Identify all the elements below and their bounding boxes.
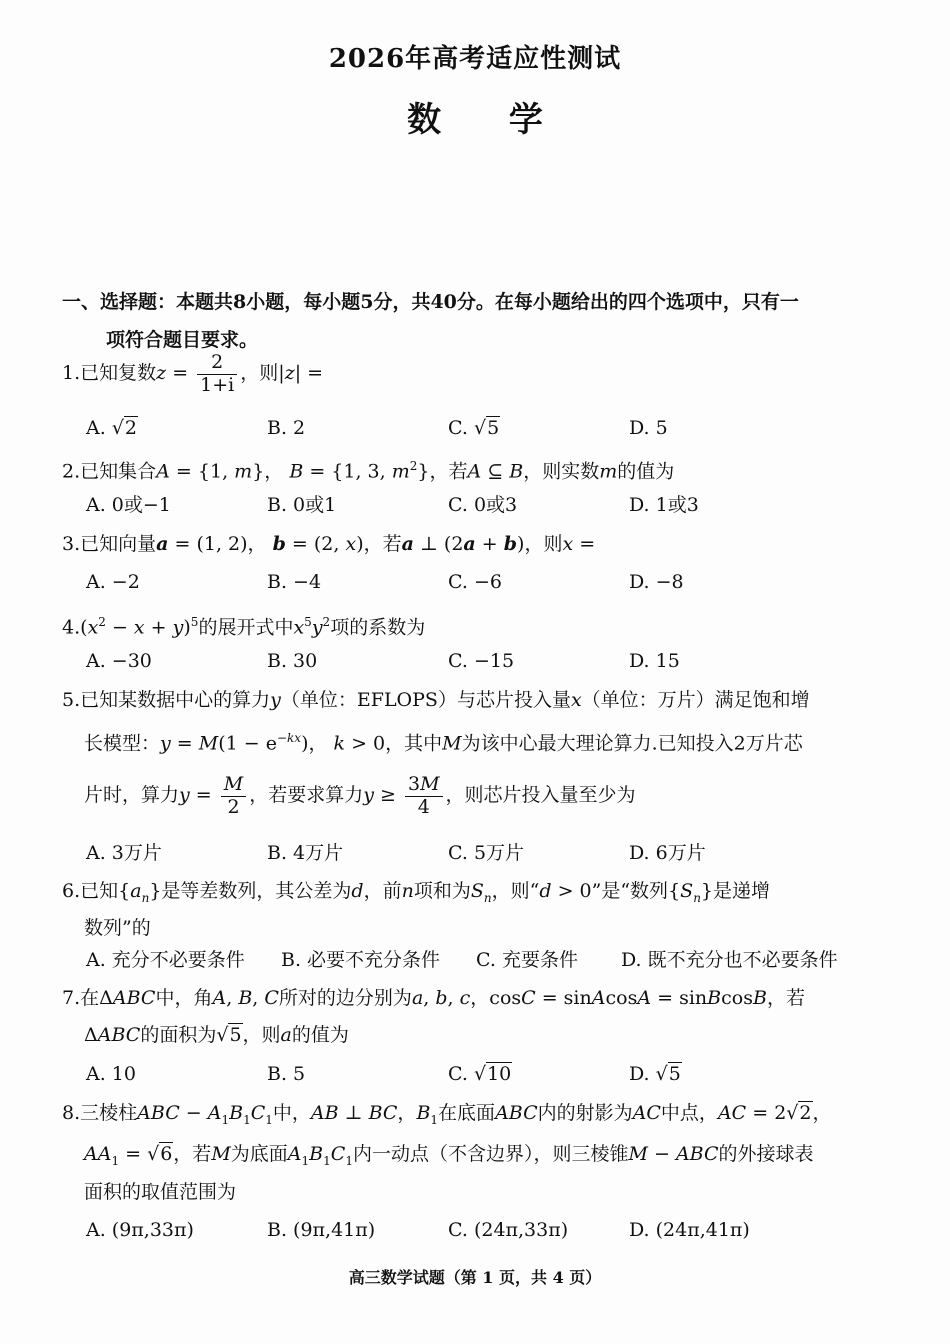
subject-title: 数 学: [407, 100, 571, 140]
option-d: D. (24π,41π): [629, 1219, 750, 1241]
option-d: D. 5: [629, 417, 668, 439]
options-5: [86, 835, 876, 871]
question-8-line3: 面积的取值范围为: [84, 1181, 237, 1203]
option-b: B. 0或1: [267, 494, 337, 516]
option-c: C. 0或3: [448, 494, 518, 516]
options-1: [86, 410, 876, 446]
option-c: C. 5万片: [448, 842, 525, 864]
section-heading-line2: 项符合题目要求。: [106, 329, 259, 351]
option-c: C. −15: [448, 650, 515, 672]
option-d: D. 6万片: [629, 842, 706, 864]
fraction: $\frac{2}{1+i}$: [197, 352, 237, 397]
option-b: B. 30: [267, 650, 318, 672]
options-2: [86, 487, 876, 523]
option-b: B. 必要不充分条件: [281, 949, 441, 971]
question-8-line2: $AA_1 = √6$，若M为底面$A_1B_1C_1$内一动点（不含边界），则三棱锥M − ABC的外接球表: [84, 1143, 814, 1168]
question-6-line2: 数列”的: [84, 917, 151, 939]
option-a: A. 充分不必要条件: [86, 949, 245, 971]
options-8: [86, 1212, 876, 1248]
option-a: A. 10: [86, 1063, 136, 1085]
question-7-line2: ΔABC的面积为√5，则a的值为: [84, 1024, 349, 1046]
question-2: 2.已知集合A = {1, m}， B = {1, 3, $m^2$}，若A ⊆ B，则实数m的值为: [62, 459, 675, 483]
question-5-line3: 片时，算力y = $\frac{M}{2}$ ，若要求算力y ≥ $\frac{3M}{4}$ ，则芯片投入量至少为: [84, 772, 636, 818]
section-heading-line1: 一、选择题：本题共8小题，每小题5分，共40分。在每小题给出的四个选项中，只有一: [62, 291, 799, 313]
option-c: C. (24π,33π): [448, 1219, 569, 1241]
question-5-line1: 5.已知某数据中心的算力y（单位：EFLOPS）与芯片投入量x（单位：万片）满足饱和增: [62, 689, 810, 711]
option-b: B. −4: [267, 571, 322, 593]
option-d: D. 既不充分也不必要条件: [621, 949, 838, 971]
question-8-line1: 8.三棱柱ABC − $A_1B_1C_1$中，AB ⊥ BC，$B_1$在底面ABC内的射影为AC中点，AC = 2√2，: [62, 1102, 832, 1127]
option-a: A. (9π,33π): [86, 1219, 194, 1241]
option-a: A. 0或−1: [86, 494, 171, 516]
option-b: B. 5: [267, 1063, 306, 1085]
option-c: C. √10: [448, 1063, 512, 1085]
option-a: A. −2: [86, 571, 140, 593]
option-a: A. √2: [86, 417, 138, 439]
fraction: $\frac{M}{2}$: [221, 774, 246, 819]
option-d: D. 1或3: [629, 494, 699, 516]
option-b: B. 2: [267, 417, 306, 439]
option-c: C. √5: [448, 417, 500, 439]
page-footer: 高三数学试题（第 1 页，共 4 页）: [348, 1268, 602, 1287]
question-7-line1: 7.在ΔABC中，角A, B, C所对的边分别为a, b, c，cosC = sinAcosA = sinBcosB，若: [62, 987, 805, 1009]
options-3: [86, 564, 876, 600]
question-1: 1.已知复数z = $\frac{2}{1+i}$ ，则|z| =: [62, 350, 324, 396]
options-6: [86, 942, 876, 978]
option-b: B. (9π,41π): [267, 1219, 376, 1241]
question-4: $4.(x^2 - x + y)^5$的展开式中$x^5y^2$项的系数为: [62, 615, 426, 639]
option-c: C. −6: [448, 571, 502, 593]
option-d: D. 15: [629, 650, 680, 672]
option-d: D. −8: [629, 571, 684, 593]
section-heading: [62, 283, 874, 359]
option-d: D. √5: [629, 1063, 681, 1085]
option-c: C. 充要条件: [476, 949, 578, 971]
option-b: B. 4万片: [267, 842, 344, 864]
option-a: A. 3万片: [86, 842, 162, 864]
options-4: [86, 643, 876, 679]
options-7: [86, 1056, 876, 1092]
question-3: 3.已知向量a = (1, 2)， b = (2, x)，若a ⊥ (2a + b)，则x =: [62, 533, 596, 555]
question-5-line2: 长模型：$y = M(1 - e^{-kx})$， k > 0，其中M为该中心最大理论算力.已知投入2万片芯: [84, 731, 803, 755]
fraction: $\frac{3M}{4}$: [405, 774, 443, 819]
question-6-line1: 6.已知$\{a_n\}$是等差数列，其公差为d，前n项和为$S_n$，则“d > 0”是“数列$\{S_n\}$是递增: [62, 880, 771, 905]
exam-title: 2026年高考适应性测试: [328, 44, 622, 74]
option-a: A. −30: [86, 650, 152, 672]
